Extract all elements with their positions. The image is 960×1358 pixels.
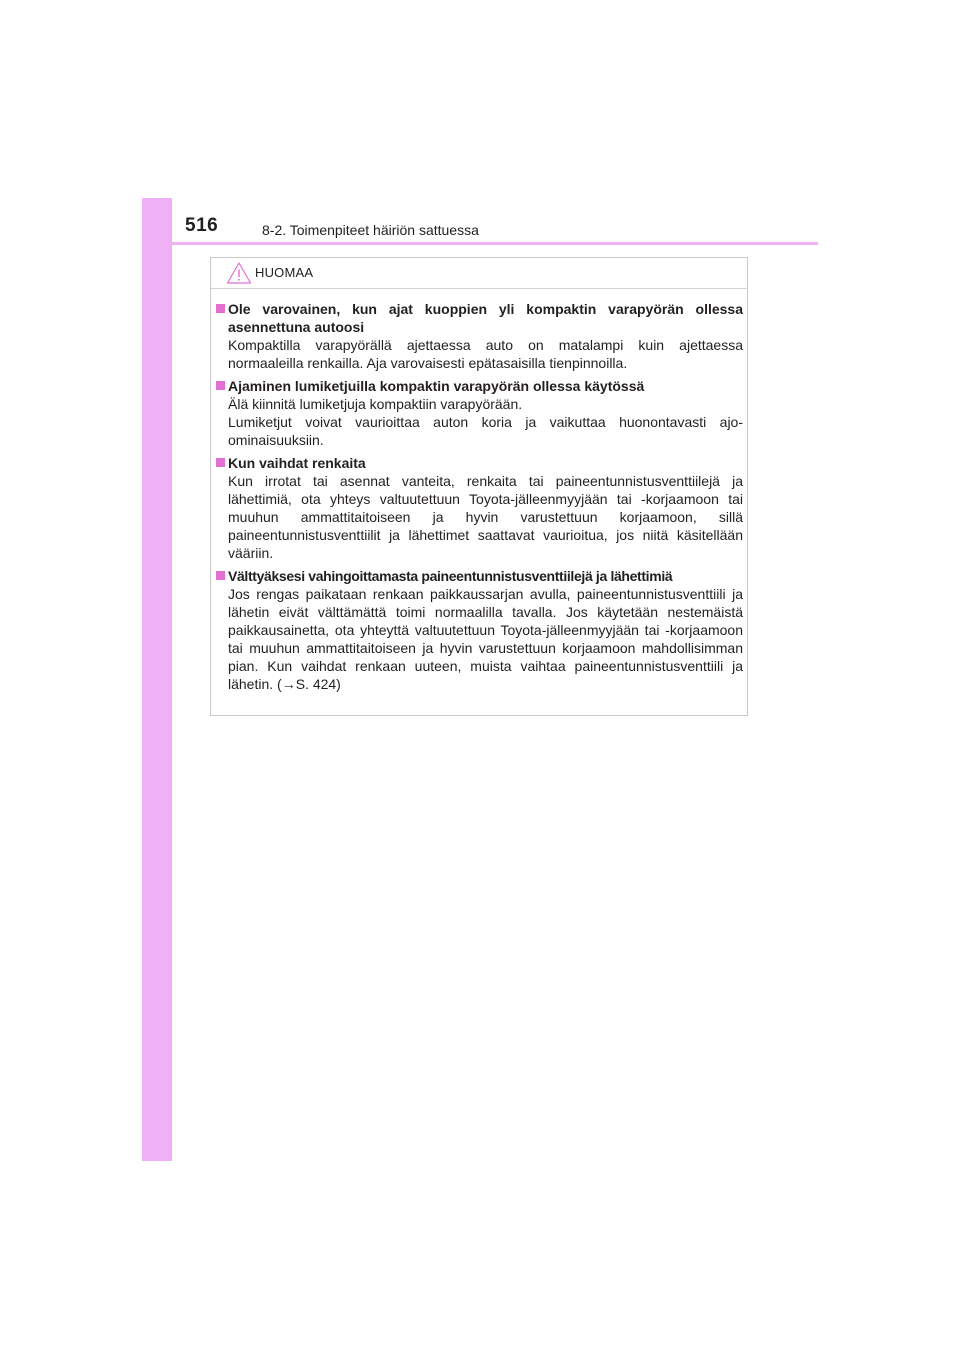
notice-item — [216, 567, 743, 693]
item-heading-text: Kun vaihdat renkaita — [228, 455, 366, 471]
notice-body — [216, 300, 743, 698]
item-heading — [216, 377, 743, 395]
item-text: Lumiketjut voivat vaurioittaa auton koria ja vaikuttaa huonontavasti ajo-ominaisuuksiin. — [228, 414, 743, 448]
item-text: Jos rengas paikataan renkaan paikkaussarjan avulla, paineentunnistusventtiili ja lähetin eivät välttämättä toimi normaalilla tavalla. Jos käytetään nestemäistä paikkausainetta, ota yhteyttä valtuutettuun Toyota-jälleenmyyjään tai -korjaamoon tai muuhun ammattitaitoiseen ja hyvin varustettuun korjaamoon mahdollisimman pian. Kun vaihdat renkaan uuteen, muista vaihtaa paineentunnistusventtiili ja lähetin. (→S. 424) — [228, 586, 743, 692]
item-text: Kompaktilla varapyörällä ajettaessa auto on matalampi kuin ajettaessa normaaleilla renkailla. Aja varovaisesti epätasaisilla tienpinnoilla. — [228, 337, 743, 371]
warning-triangle-icon — [226, 261, 252, 285]
notice-item — [216, 300, 743, 372]
square-bullet-icon — [216, 381, 225, 390]
item-heading-text: Ajaminen lumiketjuilla kompaktin varapyörän ollessa käytössä — [228, 378, 645, 394]
item-text: Kun irrotat tai asennat vanteita, renkaita tai paineentunnistusventtiilejä ja lähettimiä, ota yhteys valtuutettuun Toyota-jälleenmyyjään tai -korjaamoon tai muuhun ammattitaitoiseen ja hyvin varustettuun korjaamoon, sillä paineentunnistusventtiilit ja lähettimet saattavat vaurioitua, jos niitä käsitellään vääriin. — [228, 473, 743, 561]
square-bullet-icon — [216, 458, 225, 467]
notice-label: HUOMAA — [255, 265, 314, 280]
item-heading — [216, 454, 743, 472]
notice-box — [210, 257, 748, 716]
section-title: 8-2. Toimenpiteet häiriön sattuessa — [262, 222, 479, 238]
item-heading — [216, 567, 743, 585]
square-bullet-icon — [216, 571, 225, 580]
notice-item — [216, 377, 743, 449]
item-heading-text: Välttyäksesi vahingoittamasta paineentunnistusventtiilejä ja lähettimiä — [228, 568, 673, 584]
page-number: 516 — [185, 215, 219, 236]
item-text: Älä kiinnitä lumiketjuja kompaktiin varapyörään. — [228, 396, 523, 412]
item-heading — [216, 300, 743, 336]
notice-header — [211, 258, 747, 289]
item-heading-text: Ole varovainen, kun ajat kuoppien yli kompaktin varapyörän ollessa asennettuna autoosi — [228, 301, 743, 335]
side-tab-band — [142, 198, 172, 1161]
notice-item — [216, 454, 743, 562]
square-bullet-icon — [216, 304, 225, 313]
